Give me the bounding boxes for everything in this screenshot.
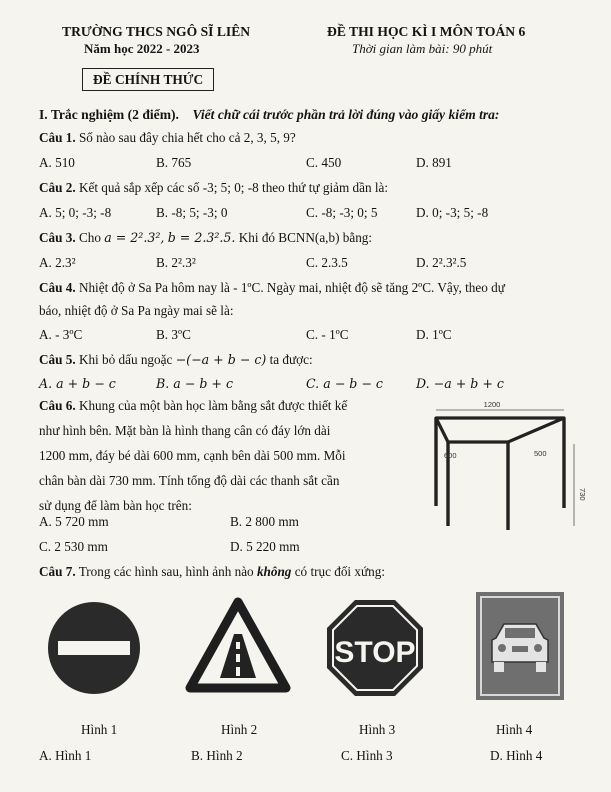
q4-option-d: D. 1ºC bbox=[416, 327, 452, 342]
question-7 bbox=[39, 564, 385, 580]
question-label: Câu 4. bbox=[39, 280, 76, 295]
question-label: Câu 2. bbox=[39, 180, 76, 195]
question-6-line2: như hình bên. Mặt bàn là hình thang cân có đáy lớn dài bbox=[39, 423, 331, 438]
question-1 bbox=[39, 130, 296, 146]
table-top-frame bbox=[436, 418, 564, 442]
question-text: Khung của một bàn học làm bằng sắt được thiết kế bbox=[78, 398, 348, 413]
question-text-post: ta được: bbox=[269, 352, 313, 367]
label-500: 500 bbox=[534, 449, 547, 458]
expr-b: b = 2.3².5. bbox=[167, 230, 236, 245]
school-name: TRƯỜNG THCS NGÔ SĨ LIÊN bbox=[62, 24, 251, 39]
q1-option-d: D. 891 bbox=[416, 155, 452, 170]
question-text-post: có trục đối xứng: bbox=[294, 564, 385, 579]
question-3 bbox=[39, 230, 372, 246]
figure-1-caption: Hình 1 bbox=[81, 722, 118, 737]
q7-option-a: A. Hình 1 bbox=[39, 748, 92, 763]
section-1-instruction: Viết chữ cái trước phần trả lời đúng vào giấy kiểm tra: bbox=[192, 107, 500, 122]
official-badge: ĐỀ CHÍNH THỨC bbox=[82, 68, 214, 91]
label-730: 730 bbox=[578, 488, 587, 501]
q5-option-b: B. a − b + c bbox=[156, 376, 234, 391]
q6-option-a: A. 5 720 mm bbox=[39, 514, 109, 529]
q2-option-d: D. 0; -3; 5; -8 bbox=[416, 205, 489, 220]
figure-2-caption: Hình 2 bbox=[221, 722, 258, 737]
table-frame-figure bbox=[396, 396, 586, 542]
figure-3-caption: Hình 3 bbox=[359, 722, 396, 737]
question-6-line1 bbox=[39, 393, 347, 419]
exam-time: Thời gian làm bài: 90 phút bbox=[352, 41, 493, 56]
q2-option-a: A. 5; 0; -3; -8 bbox=[39, 205, 112, 220]
q5-option-c: C. a − b − c bbox=[306, 376, 383, 391]
question-label: Câu 5. bbox=[39, 352, 76, 367]
q1-option-b: B. 765 bbox=[156, 155, 192, 170]
q6-option-d: D. 5 220 mm bbox=[230, 539, 300, 554]
question-4 bbox=[39, 280, 505, 296]
car-sign-icon bbox=[474, 590, 566, 702]
label-1200: 1200 bbox=[483, 400, 501, 409]
question-label: Câu 3. bbox=[39, 230, 76, 245]
question-6-line4: chân bàn dài 730 mm. Tính tổng độ dài các thanh sắt cần bbox=[39, 473, 340, 488]
stop-sign-text: STOP bbox=[334, 636, 416, 669]
question-5 bbox=[39, 352, 313, 368]
q2-option-b: B. -8; 5; -3; 0 bbox=[156, 205, 228, 220]
q3-option-a: A. 2.3² bbox=[39, 255, 76, 270]
q4-option-a: A. - 3ºC bbox=[39, 327, 83, 342]
question-4-line2: báo, nhiệt độ ở Sa Pa ngày mai sẽ là: bbox=[39, 303, 234, 318]
q3-option-c: C. 2.3.5 bbox=[306, 255, 348, 270]
q3-option-b: B. 2².3² bbox=[156, 255, 196, 270]
question-label: Câu 1. bbox=[39, 130, 76, 145]
question-text-pre: Khi bỏ dấu ngoặc bbox=[78, 352, 173, 367]
q7-option-d: D. Hình 4 bbox=[490, 748, 543, 763]
question-text-line1: Nhiệt độ ở Sa Pa hôm nay là - 1ºC. Ngày mai, nhiệt độ sẽ tăng 2ºC. Vậy, theo dự bbox=[78, 280, 505, 295]
question-label: Câu 7. bbox=[39, 564, 76, 579]
question-text: Số nào sau đây chia hết cho cả 2, 3, 5, 9? bbox=[78, 130, 296, 145]
expr: −(−a + b − c) bbox=[175, 352, 267, 367]
question-6-line5: sử dụng để làm bàn học trên: bbox=[39, 498, 192, 513]
q1-option-a: A. 510 bbox=[39, 155, 75, 170]
exam-title: ĐỀ THI HỌC KÌ I MÔN TOÁN 6 bbox=[327, 24, 526, 39]
question-text-post: Khi đó BCNN(a,b) bằng: bbox=[238, 230, 373, 245]
q5-option-d: D. −a + b + c bbox=[416, 376, 504, 391]
q6-option-c: C. 2 530 mm bbox=[39, 539, 108, 554]
q4-option-b: B. 3ºC bbox=[156, 327, 191, 342]
section-1-title: I. Trắc nghiệm (2 điểm). bbox=[39, 107, 179, 122]
q5-option-a: A. a + b − c bbox=[39, 376, 116, 391]
question-text-emphasis: không bbox=[256, 564, 292, 579]
expr-a: a = 2².3², bbox=[104, 230, 165, 245]
question-6-line3: 1200 mm, đáy bé dài 600 mm, cạnh bên dài 500 mm. Mỗi bbox=[39, 448, 346, 463]
question-text-pre: Cho bbox=[78, 230, 101, 245]
question-text: Kết quả sắp xếp các số -3; 5; 0; -8 theo thứ tự giảm dần là: bbox=[78, 180, 389, 195]
motorway-warning-sign-icon bbox=[186, 598, 290, 694]
q2-option-c: C. -8; -3; 0; 5 bbox=[306, 205, 378, 220]
no-entry-sign-icon bbox=[44, 598, 144, 698]
section-1-heading bbox=[39, 107, 499, 123]
question-label: Câu 6. bbox=[39, 398, 76, 413]
q1-option-c: C. 450 bbox=[306, 155, 342, 170]
figure-4-caption: Hình 4 bbox=[496, 722, 533, 737]
q7-option-b: B. Hình 2 bbox=[191, 748, 243, 763]
question-text-pre: Trong các hình sau, hình ảnh nào bbox=[78, 564, 254, 579]
q6-option-b: B. 2 800 mm bbox=[230, 514, 299, 529]
q7-option-c: C. Hình 3 bbox=[341, 748, 393, 763]
school-year: Năm học 2022 - 2023 bbox=[84, 41, 200, 56]
label-600: 600 bbox=[444, 451, 457, 460]
stop-sign-icon bbox=[325, 598, 425, 698]
q3-option-d: D. 2².3².5 bbox=[416, 255, 467, 270]
q4-option-c: C. - 1ºC bbox=[306, 327, 349, 342]
question-2 bbox=[39, 180, 388, 196]
